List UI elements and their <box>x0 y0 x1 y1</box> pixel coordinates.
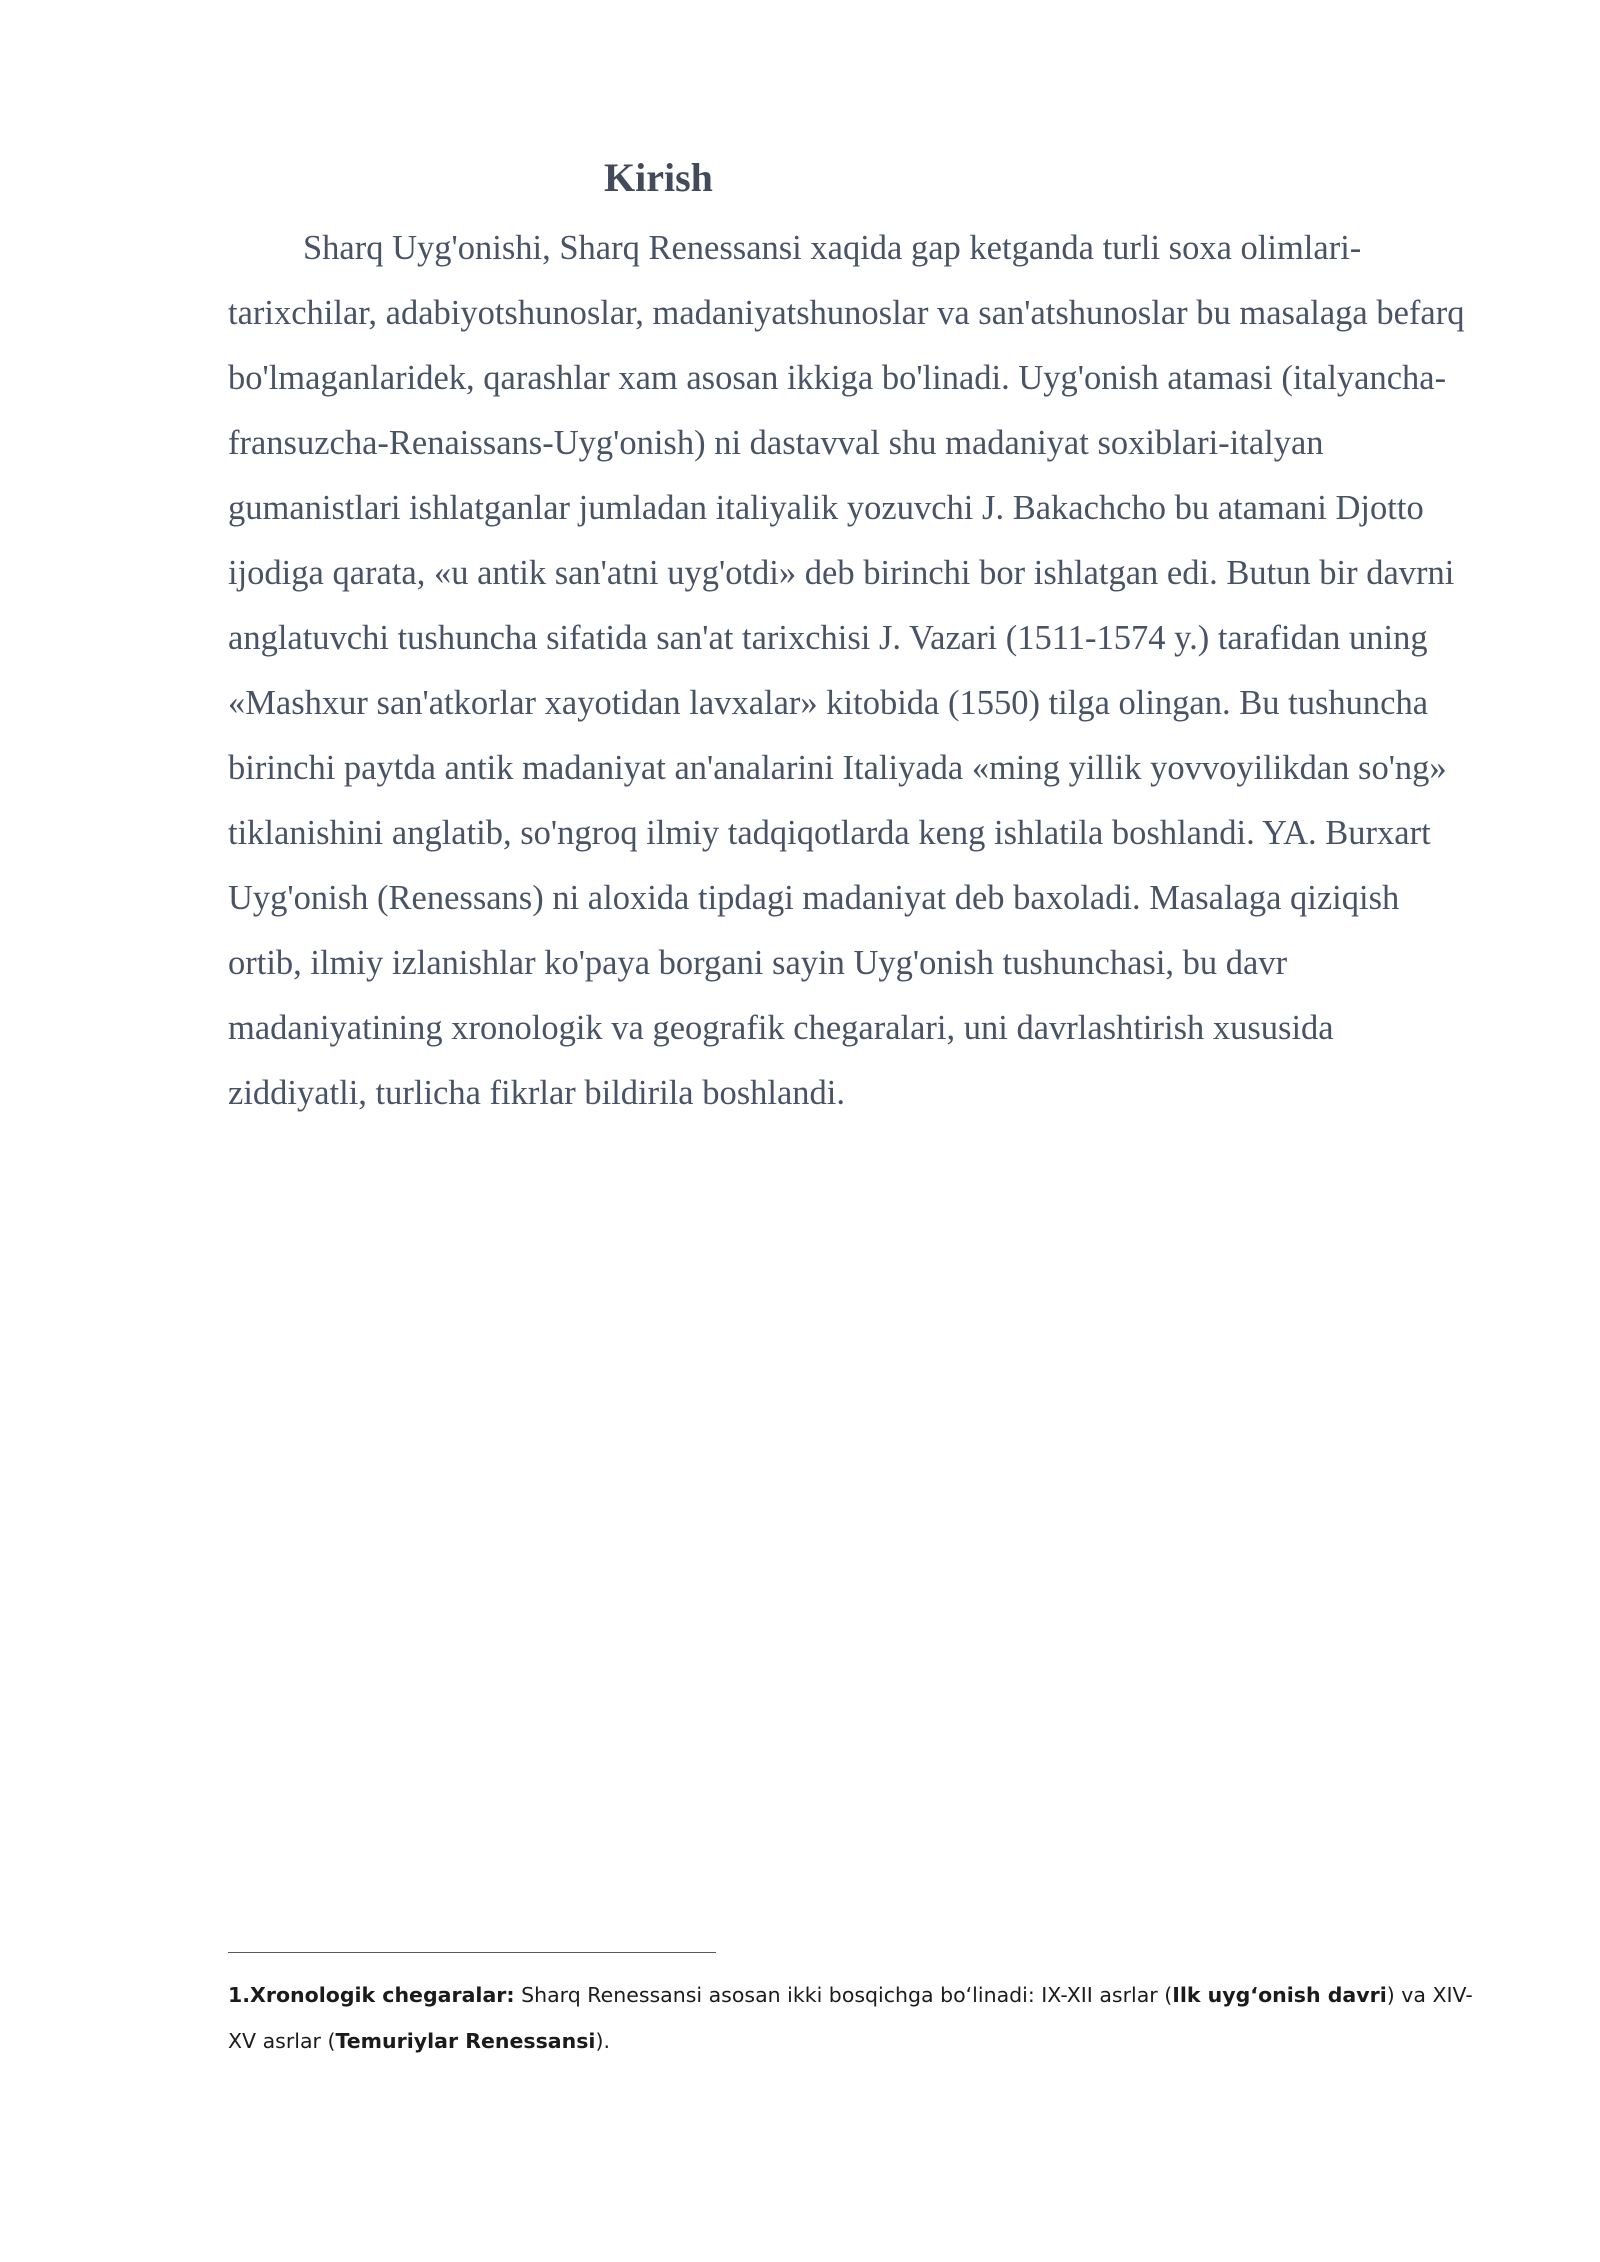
footnote-term-2: Temuriylar Renessansi <box>335 2029 596 2053</box>
footnote <box>228 1972 1478 2064</box>
body-paragraph: Sharq Uyg'onishi, Sharq Renessansi xaqida gap ketganda turli soxa olimlari-tarixchilar, adabiyotshunoslar, madaniyatshunoslar va san'atshunoslar bu masalaga befarq bo'lmaganlaridek, qarashlar xam asosan ikkiga bo'linadi. Uyg'onish atamasi (italyancha-fransuzcha-Renaissans-Uyg'onish) ni dastavval shu madaniyat soxiblari-italyan gumanistlari ishlatganlar jumladan italiyalik yozuvchi J. Bakachcho bu atamani Djotto ijodiga qarata, «u antik san'atni uyg'otdi» deb birinchi bor ishlatgan edi. Butun bir davrni anglatuvchi tushuncha sifatida san'at tarixchisi J. Vazari (1511-1574 y.) tarafidan uning «Mashxur san'atkorlar xayotidan lavxalar» kitobida (1550) tilga olingan. Bu tushuncha birinchi paytda antik madaniyat an'analarini Italiyada «ming yillik yovvoyilikdan so'ng» tiklanishini anglatib, so'ngroq ilmiy tadqiqotlarda keng ishlatila boshlandi. YA. Burxart Uyg'onish (Renessans) ni aloxida tipdagi madaniyat deb baxoladi. Masalaga qiziqish ortib, ilmiy izlanishlar ko'paya borgani sayin Uyg'onish tushunchasi, bu davr madaniyatining xronologik va geografik chegaralari, uni davrlashtirish xususida ziddiyatli, turlicha fikrlar bildirila boshlandi. <box>228 229 1465 1112</box>
footnote-term-1: Ilk uyg‘onish davri <box>1172 1983 1387 2007</box>
footnote-label: 1.Xronologik chegaralar: <box>228 1983 515 2007</box>
footnote-text-2: ) va XIV-XV asrlar ( <box>228 1983 1473 2053</box>
footnote-text-1: Sharq Renessansi asosan ikki bosqichga bo‘linadi: IX-XII asrlar ( <box>514 1983 1173 2007</box>
footnote-separator <box>228 1952 716 1953</box>
footnote-text-3: ). <box>595 2029 610 2053</box>
page-title: Kirish <box>604 155 713 200</box>
